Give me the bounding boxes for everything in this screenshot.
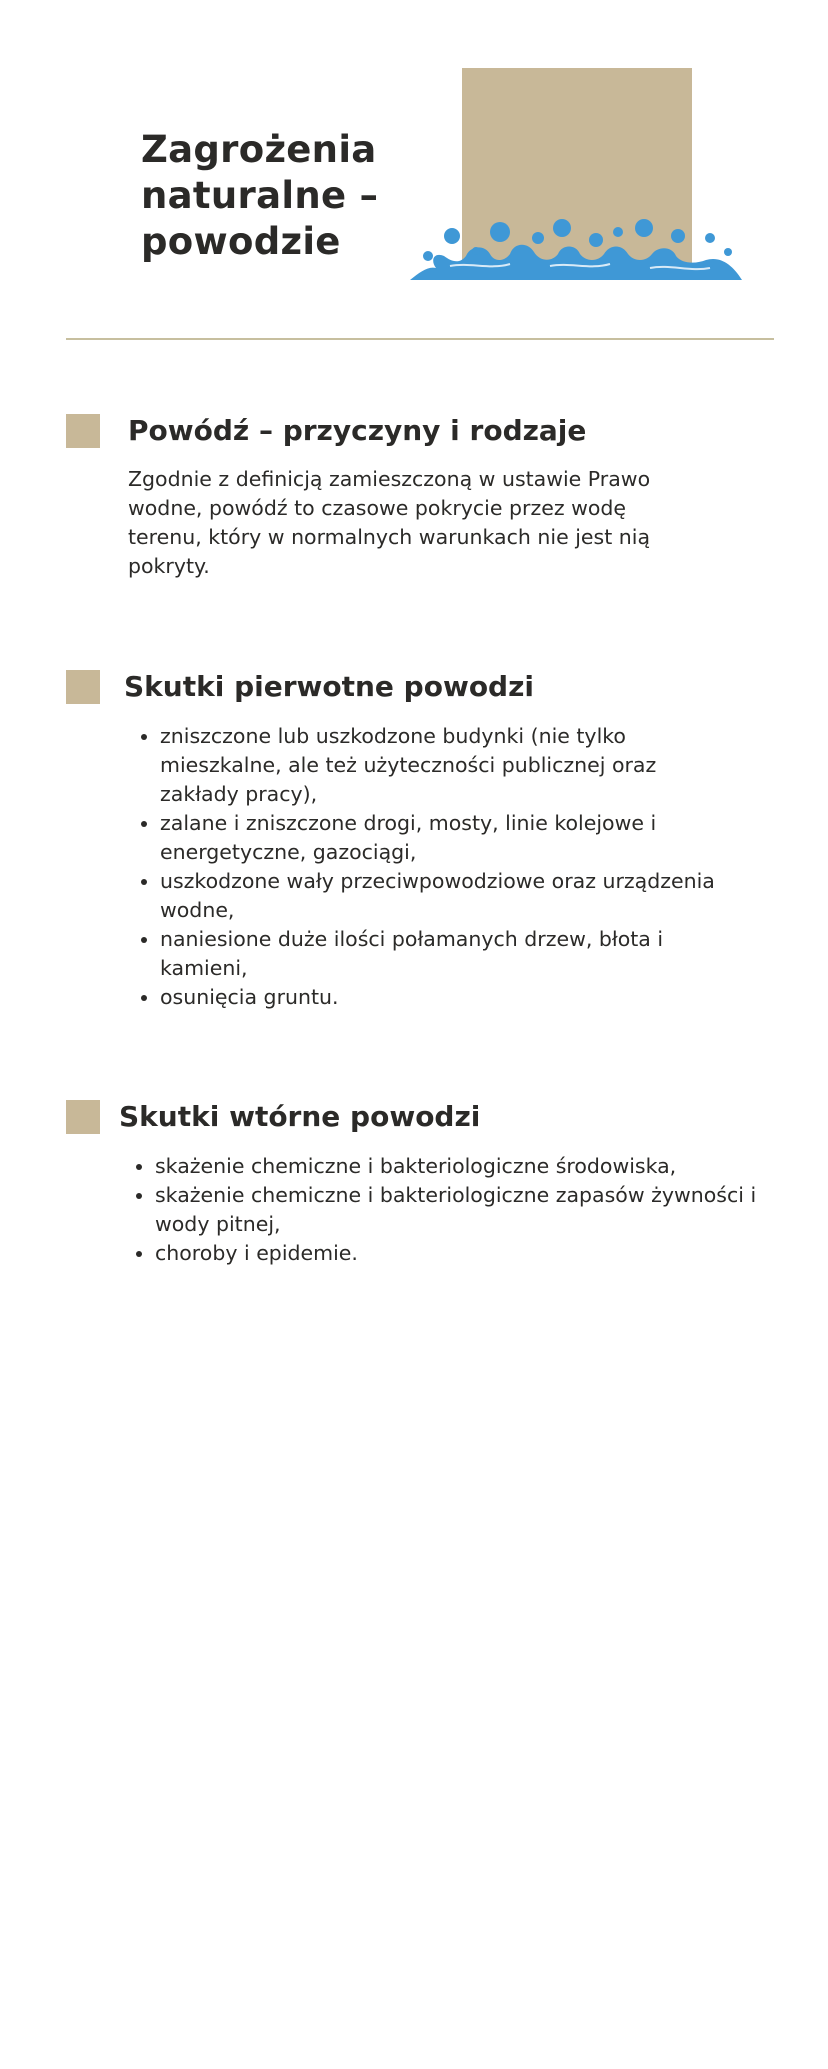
list-item: • naniesione duże ilości połamanych drzew, błota i kamieni, (160, 925, 720, 983)
water-drop (532, 232, 544, 244)
section-heading: Skutki wtórne powodzi (119, 1100, 481, 1133)
primary-effects-list (128, 722, 720, 1012)
water-splash-graphic (410, 66, 744, 286)
water-drop (635, 219, 653, 237)
list-item: • choroby i epidemie. (155, 1239, 775, 1268)
water-drop (705, 233, 715, 243)
list-item: • skażenie chemiczne i bakteriologiczne zapasów żywności i wody pitnej, (155, 1181, 775, 1239)
water-drop (589, 233, 603, 247)
list-item: • osunięcia gruntu. (160, 983, 720, 1012)
section-marker (66, 1100, 100, 1134)
section-paragraph: Zgodnie z definicją zamieszczoną w ustawie Prawo wodne, powódź to czasowe pokrycie przez wodę terenu, który w normalnych warunkach nie jest nią pokryty. (128, 467, 651, 578)
water-drop (724, 248, 732, 256)
list-item: • zalane i zniszczone drogi, mosty, linie kolejowe i energetyczne, gazociągi, (160, 809, 720, 867)
list-item: • zniszczone lub uszkodzone budynki (nie tylko mieszkalne, ale też użyteczności publicznej oraz zakłady pracy), (160, 722, 720, 809)
water-drop (423, 251, 433, 261)
section-marker (66, 414, 100, 448)
water-drop (472, 247, 480, 255)
secondary-effects-list (123, 1152, 775, 1268)
list-item: • uszkodzone wały przeciwpowodziowe oraz urządzenia wodne, (160, 867, 720, 925)
water-drop (553, 219, 571, 237)
section-heading: Skutki pierwotne powodzi (124, 670, 534, 703)
divider (66, 338, 774, 340)
water-drop (613, 227, 623, 237)
water-drop (490, 222, 510, 242)
water-wave (410, 245, 742, 280)
section-marker (66, 670, 100, 704)
water-drop (444, 228, 460, 244)
water-drop (671, 229, 685, 243)
beige-panel (462, 68, 692, 280)
page-title: Zagrożenia naturalne – powodzie (141, 128, 379, 263)
section-heading: Powódź – przyczyny i rodzaje (128, 414, 587, 447)
list-item: • skażenie chemiczne i bakteriologiczne środowiska, (155, 1152, 775, 1181)
